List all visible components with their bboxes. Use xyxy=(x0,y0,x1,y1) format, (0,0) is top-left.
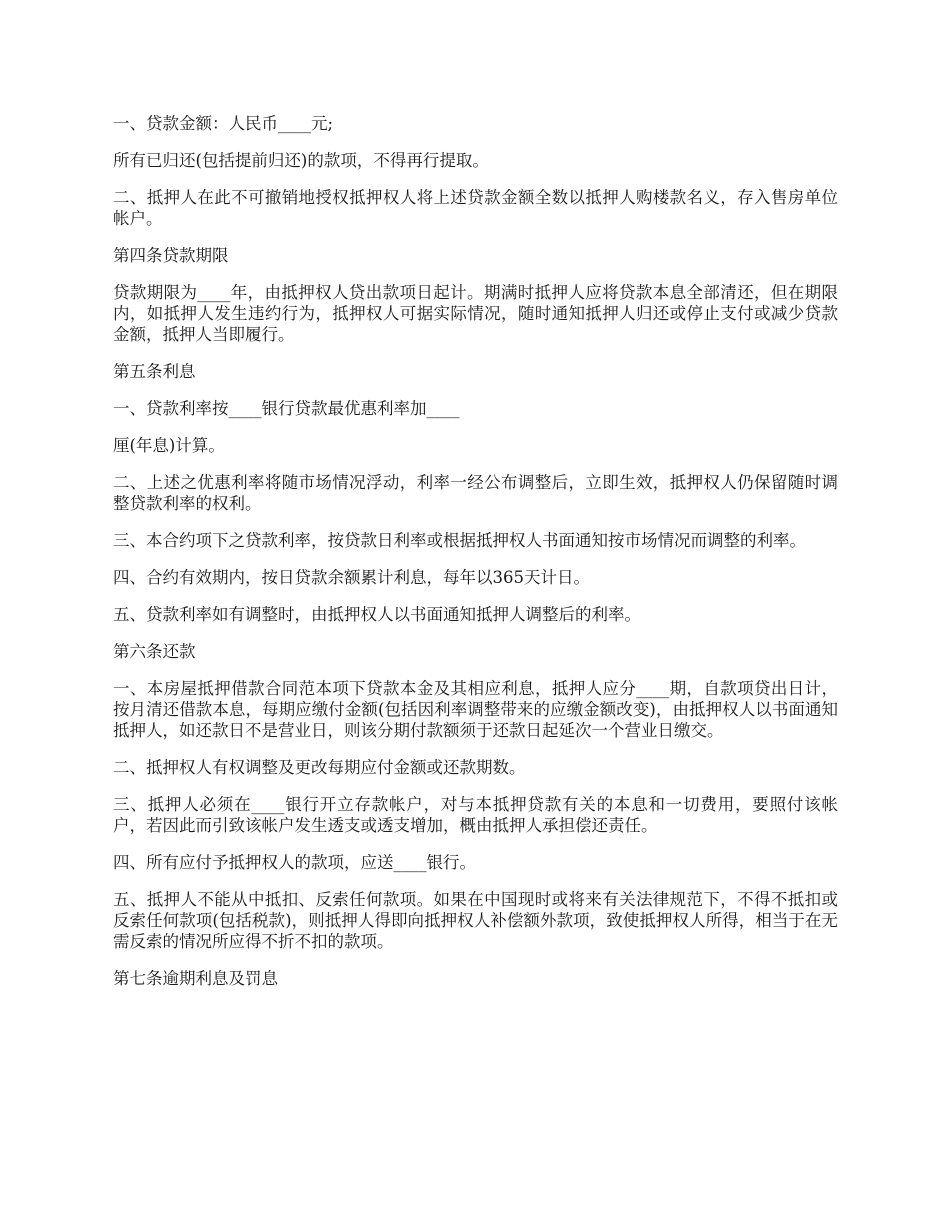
section-heading-article-6: 第六条还款 xyxy=(113,642,196,661)
clause-contract-rate: 三、本合约项下之贷款利率，按贷款日利率或根据抵押权人书面通知按市场情况而调整的利率。 xyxy=(113,531,806,550)
clause-loan-amount: 一、贷款金额：人民币____元; xyxy=(113,114,334,133)
clause-rate-adjust-notice: 五、贷款利率如有调整时，由抵押权人以书面通知抵押人调整后的利率。 xyxy=(113,605,641,624)
section-heading-article-5: 第五条利息 xyxy=(113,362,196,381)
clause-repayment-installments: 一、本房屋抵押借款合同范本项下贷款本金及其相应利息，抵押人应分____期，自款项贷出日计，按月清还借款本息，每期应缴付金额(包括因利率调整带来的应缴金额改变)，由抵押权人以书面通知抵押人，如还款日不是营业日，则该分期付款额须于还款日起延次一个营业日缴交。 xyxy=(113,679,838,740)
clause-floating-rate: 二、上述之优惠利率将随市场情况浮动，利率一经公布调整后，立即生效，抵押权人仍保留随时调整贷款利率的权利。 xyxy=(113,473,838,513)
clause-authorization-deposit: 二、抵押人在此不可撤销地授权抵押权人将上述贷款金额全数以抵押人购楼款名义，存入售房单位帐户。 xyxy=(113,188,838,228)
clause-deposit-account: 三、抵押人必须在____银行开立存款帐户，对与本抵押贷款有关的本息和一切费用，要照付该帐户，若因此而引致该帐户发生透支或透支增加，概由抵押人承担偿还责任。 xyxy=(113,795,838,835)
clause-loan-term: 贷款期限为____年，由抵押权人贷出款项日起计。期满时抵押人应将贷款本息全部清还，但在期限内，如抵押人发生违约行为，抵押权人可据实际情况，随时通知抵押人归还或停止支付或减少贷款金额，抵押人当即履行。 xyxy=(113,283,838,344)
clause-no-deduction: 五、抵押人不能从中抵扣、反索任何款项。如果在中国现时或将来有关法律规范下，不得不抵扣或反索任何款项(包括税款)，则抵押人得即向抵押权人补偿额外款项，致使抵押权人所得，相当于在无需反索的情况所应得不折不扣的款项。 xyxy=(113,890,838,951)
clause-interest-rate: 一、贷款利率按____银行贷款最优惠利率加____ xyxy=(113,399,460,418)
clause-adjust-payments: 二、抵押权人有权调整及更改每期应付金额或还款期数。 xyxy=(113,758,526,777)
clause-payment-bank: 四、所有应付予抵押权人的款项，应送____银行。 xyxy=(113,853,476,872)
document-page xyxy=(113,113,838,1005)
section-heading-article-7: 第七条逾期利息及罚息 xyxy=(113,969,278,988)
clause-daily-interest: 四、合约有效期内，按日贷款余额累计利息，每年以365天计日。 xyxy=(113,568,590,587)
clause-interest-unit: 厘(年息)计算。 xyxy=(113,436,225,455)
clause-repaid-no-withdraw: 所有已归还(包括提前归还)的款项，不得再行提取。 xyxy=(113,151,489,170)
section-heading-article-4: 第四条贷款期限 xyxy=(113,246,229,265)
